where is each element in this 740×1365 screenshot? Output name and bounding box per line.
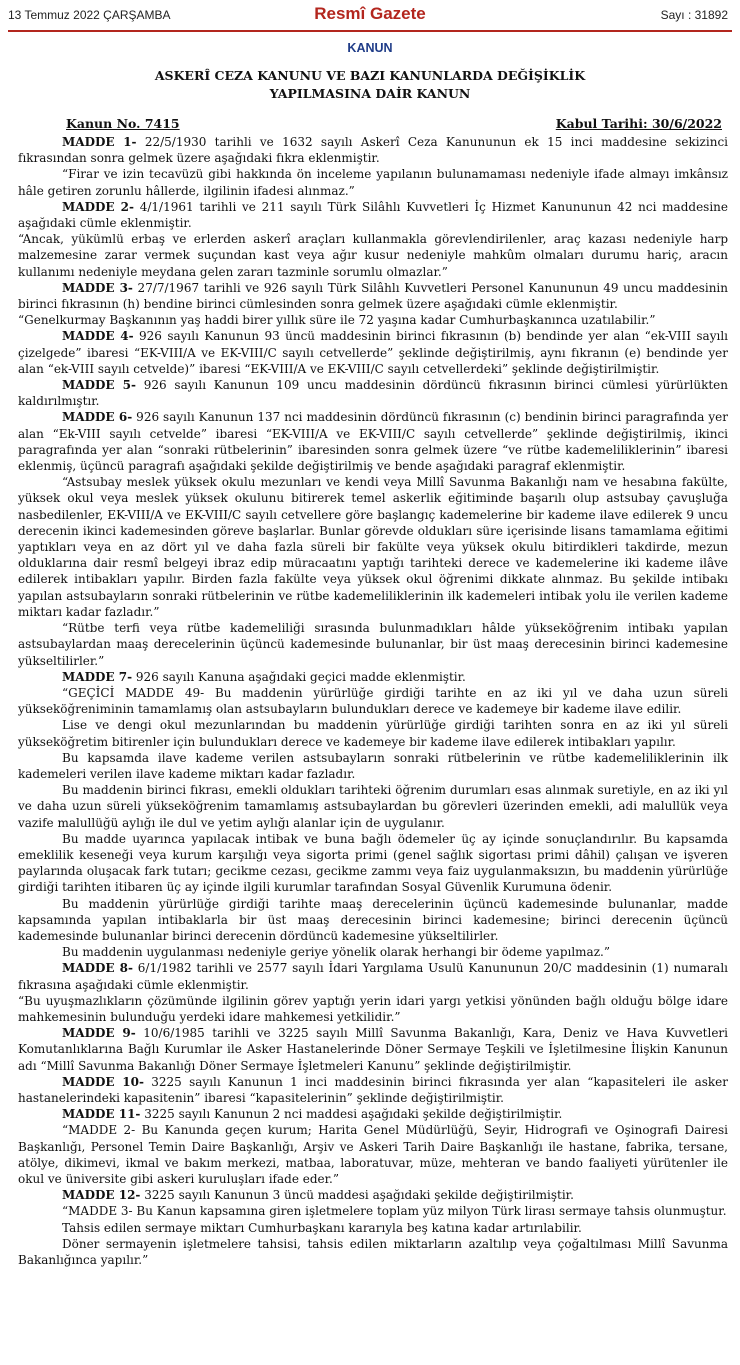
paragraph-text: 926 sayılı Kanunun 109 uncu maddesinin dördüncü fıkrasının birinci cümlesi yürürlükten kaldırılmıştır. [18,378,729,409]
article-paragraph [18,199,728,231]
article-label: MADDE 8- [62,961,134,976]
article-paragraph [18,280,728,312]
law-paragraph [18,474,728,620]
law-paragraph [18,782,728,831]
article-paragraph [18,377,728,409]
article-label: MADDE 3- [62,280,133,295]
paragraph-text: 4/1/1961 tarihli ve 211 sayılı Türk Silâhlı Kuvvetleri İç Hizmet Kanununun 42 nci maddesine aşağıdaki cümle eklenmiştir. [18,199,728,231]
paragraph-text: “Firar ve izin tecavüzü gibi hakkında ön inceleme yapılanın bulunamaması nedeniyle ifade almayı imkânsız hâle getiren zorunlu hâllerde, ilgilinin ifadesi alınmaz.” [18,167,728,198]
paragraph-text: 27/7/1967 tarihli ve 926 sayılı Türk Silâhlı Kuvvetleri Personel Kanununun 49 uncu maddesinin birinci fıkrasının (h) bendine birinci cümlesinden sonra gelmek üzere aşağıdaki cümle eklenmiştir. [18,280,728,312]
paragraph-text: “MADDE 2- Bu Kanunda geçen kurum; Harita Genel Müdürlüğü, Seyir, Hidrografi ve Oşinografi Dairesi Başkanlığı, Personel Temin Daire Başkanlığı, Arşiv ve Askeri Tarih Daire Başkanlığı ile hastane, fabrika, tersane, atölye, dikimevi, ikmal ve bakım merkezi, matbaa, laboratuvar, müze, mehteran ve bando faaliyeti yürütenler ile okul ve üniversite gibi askeri kuruluşları ifade eder.” [18,1123,728,1186]
law-paragraph [18,993,728,1025]
paragraph-text: Döner sermayenin işletmelere tahsisi, tahsis edilen miktarların azaltılıp veya çoğaltılması Millî Savunma Bakanlığınca yapılır.” [18,1236,728,1268]
gazette-header [8,0,732,32]
law-paragraph [18,1122,728,1187]
article-label: MADDE 4- [62,329,134,344]
article-paragraph [18,409,728,474]
law-paragraph [18,231,728,280]
paragraph-text: Bu maddenin birinci fıkrası, emekli oldukları tarihteki öğrenim durumları esas alınmak suretiyle, en az iki yıl ve daha uzun süreli yükseköğrenim tamamlamış astsubaylardan bu görevleri üzerinden emekli, adi malullük veya vazife malullüğü aylığı ile dul ve yetim aylığı alanlar için de uygulanır. [18,783,728,830]
issue-date: 13 Temmuz 2022 ÇARŞAMBA [8,8,171,22]
article-label: MADDE 11- [62,1107,141,1122]
article-label: MADDE 2- [62,199,134,214]
law-paragraph [18,1220,728,1236]
paragraph-text: “MADDE 3- Bu Kanun kapsamına giren işletmelere toplam yüz milyon Türk lirası sermaye tahsis olunmuştur. [62,1204,727,1219]
article-paragraph [18,1025,728,1074]
law-title-line-1: ASKERÎ CEZA KANUNU VE BAZI KANUNLARDA DEĞİŞİKLİK [154,68,586,83]
article-paragraph [18,669,728,685]
law-number: Kanun No. 7415 [66,116,180,131]
law-paragraph [18,944,728,960]
paragraph-text: 6/1/1982 tarihli ve 2577 sayılı İdari Yargılama Usulü Kanununun 20/C maddesinin (1) numaralı fıkrasına aşağıdaki cümle eklenmiştir. [18,961,728,992]
article-label: MADDE 7- [62,669,133,684]
paragraph-text: 3225 sayılı Kanunun 1 inci maddesinin birinci fıkrasında yer alan “kapasiteleri ile asker hastanelerindeki kapasitenin” ibaresi “kapasitelerinin” şeklinde değiştirilmiştir. [18,1074,728,1105]
paragraph-text: 926 sayılı Kanunun 137 nci maddesinin dördüncü fıkrasının (c) bendinin birinci paragrafında yer alan “Ek-VIII sayılı cetvelde” ibaresi “EK-VIII/A ve EK-VIII/C sayılı cetvellerde” şeklinde değiştirilmiş, ikinci paragrafında yer alan “sonraki rütbelerinin” ibaresinden sonra gelmek üzere “ve rütbe kademeliliklerinin” ibaresi eklenmiş, üçüncü paragrafı aşağıdaki şekilde değiştirilmiş ve bende aşağıdaki paragraf eklenmiştir. [18,410,729,474]
law-paragraph [18,312,728,328]
article-label: MADDE 6- [62,410,133,425]
paragraph-text: 3225 sayılı Kanunun 3 üncü maddesi aşağıdaki şekilde değiştirilmiştir. [140,1188,574,1203]
article-paragraph [18,134,728,166]
article-label: MADDE 10- [62,1074,144,1089]
article-paragraph [18,960,728,992]
paragraph-text: “GEÇİCİ MADDE 49- Bu maddenin yürürlüğe girdiği tarihte en az iki yıl ve daha uzun süreli yükseköğreniminin tamamlamış olan astsubayların bulundukları derece ve kademeye bir kademe ilave edilir. [18,685,728,717]
paragraph-text: 926 sayılı Kanuna aşağıdaki geçici madde eklenmiştir. [132,669,466,684]
law-title-line-2: YAPILMASINA DAİR KANUN [269,86,471,101]
article-label: MADDE 5- [62,378,137,393]
law-paragraph [18,620,728,669]
issue-number: Sayı : 31892 [660,8,728,22]
article-paragraph [18,328,728,377]
law-title [0,67,740,103]
law-paragraph [18,717,728,749]
paragraph-text: Tahsis edilen sermaye miktarı Cumhurbaşkanı kararıyla beş katına kadar artırılabilir. [62,1220,582,1235]
law-paragraph [18,896,728,945]
paragraph-text: 3225 sayılı Kanunun 2 nci maddesi aşağıdaki şekilde değiştirilmiştir. [140,1107,563,1122]
law-paragraph [18,750,728,782]
article-label: MADDE 9- [62,1026,136,1041]
law-paragraph [18,831,728,896]
acceptance-date: Kabul Tarihi: 30/6/2022 [555,116,722,131]
law-paragraph [18,1236,728,1268]
paragraph-text: “Bu uyuşmazlıkların çözümünde ilgilinin görev yaptığı yerin idari yargı yetkisi yönünden bağlı olduğu bölge idare mahkemesinin bulunduğu yerdeki idare mahkemesi yetkilidir.” [18,993,728,1024]
paragraph-text: “Astsubay meslek yüksek okulu mezunları ve kendi veya Millî Savunma Bakanlığı nam ve hesabına fakülte, yüksek okul veya meslek yüksek okulunu bitirerek temel askerlik eğitiminde başarılı olup astsubay çavuşluğa nasbedilenler, EK-VIII/A ve EK-VIII/C sayılı cetvellere göre başlangıç kademelerine bir kademe ilave edilerek 9 uncu derecenin ikinci kademesinden göreve başlarlar. Bunlar görevde oldukları süre içerisinde lisans tamamlama eğitimi yaptıkları veya en az dört yıl ve daha fazla süreli bir fakülte veya yüksek okulu bitirdikleri takdirde, mezun olduklarına dair resmî belgeyi ibraz edip müracaatını yaptığı tarihteki derece ve kademelerine iki kademe ilâve edilerek intibakları yapılır. Birden fazla fakülte veya yüksek okul öğrenimi dikkate alınmaz. Bu şekilde intibakı yapılan astsubayların sonraki rütbelerinin ve rütbe kademeliliklerinin ilk kademeleri intibak yolu ile verilen kademe miktarı kadar fazladır.” [18,475,728,619]
paragraph-text: Bu maddenin yürürlüğe girdiği tarihte maaş derecelerinin üçüncü kademesinde bulunanlar, madde kapsamında yapılan intibaklarla bir üst maaş derecesinin birinci kademesine; birinci derecenin üçüncü kademesinde bulunanlar birinci derecenin dördüncü kademesine yükseltilirler. [18,896,728,943]
paragraph-text: “Ancak, yükümlü erbaş ve erlerden askerî araçları kullanmakla görevlendirilenler, araç kazası nedeniyle harp malzemesine zarar vermek suçundan kast veya ağır kusur nedeniyle mahkûm olmaları durumu hariç, aracın kullanımı nedeniyle meydana gelen zararı tazminle sorumlu olmazlar.” [18,232,728,279]
paragraph-text: “Genelkurmay Başkanının yaş haddi birer yıllık süre ile 72 yaşına kadar Cumhurbaşkanınca uzatılabilir.” [18,313,656,328]
gazette-title: Resmî Gazete [314,4,426,23]
paragraph-text: Bu kapsamda ilave kademe verilen astsubayların sonraki rütbelerinin ve rütbe kademeliliklerinin ilk kademeleri verilen ilave kademe miktarı kadar fazladır. [18,750,728,781]
law-paragraph [18,166,728,198]
document-kind: KANUN [347,41,393,55]
paragraph-text: “Rütbe terfi veya rütbe kademeliliği sırasında bulunmadıkları hâlde yükseköğrenim intibakı yapılan astsubaylardan maaş derecelerinin üçüncü kademesinde bulunanlar, bir üst maaş derecesinin birinci kademesine yükseltilirler.” [18,621,728,668]
paragraph-text: Bu maddenin uygulanması nedeniyle geriye yönelik olarak herhangi bir ödeme yapılmaz.” [62,945,610,960]
law-meta [66,116,722,131]
paragraph-text: Lise ve dengi okul mezunlarından bu maddenin yürürlüğe girdiği tarihten sonra en az iki yıl süreli yükseköğretim bitirenler için bulundukları derece ve kademeye bir kademe ilave edilerek intibakları yapılır. [18,718,728,749]
law-paragraph [18,1203,728,1219]
article-paragraph [18,1106,728,1122]
article-paragraph [18,1187,728,1203]
paragraph-text: Bu madde uyarınca yapılacak intibak ve buna bağlı ödemeler üç ay içinde sonuçlandırılır. Bu kapsamda emeklilik keseneği veya kurum karşılığı veya sigorta primi (genel sağlık sigortası primi dâhil) çalışan ve işveren paylarında oluşacak fark tutarı; gecikme cezası, gecikme zammı veya faiz uygulanmaksızın, bu maddenin yürürlüğe girdiği tarihten itibaren üç ay içinde ilgili kurumlar tarafından Sosyal Güvenlik Kurumuna ödenir. [18,831,728,895]
article-label: MADDE 1- [62,135,137,149]
law-paragraph [18,685,728,717]
paragraph-text: 10/6/1985 tarihli ve 3225 sayılı Millî Savunma Bakanlığı, Kara, Deniz ve Hava Kuvvetleri Komutanlıklarına Bağlı Kurumlar ile Asker Hastanelerinde Döner Sermaye Teşkili ve İşletilmesine İlişkin Kanunun adı “Millî Savunma Bakanlığı Döner Sermaye İşletmeleri Kanunu” şeklinde değiştirilmiştir. [18,1026,728,1073]
article-paragraph [18,1074,728,1106]
article-label: MADDE 12- [62,1188,141,1203]
paragraph-text: 22/5/1930 tarihli ve 1632 sayılı Askerî Ceza Kanununun ek 15 inci maddesine sekizinci fıkrasından sonra gelmek üzere aşağıdaki fıkra eklenmiştir. [18,135,728,166]
paragraph-text: 926 sayılı Kanunun 93 üncü maddesinin birinci fıkrasının (b) bendinde yer alan “ek-VIII sayılı çizelgede” ibaresi “EK-VIII/A ve EK-VIII/C sayılı cetvellerde” şeklinde değiştirilmiş, aynı fıkranın (e) bendinde yer alan “ek-VIII sayılı cetvelde)” ibaresi “EK-VIII/A ve EK-VIII/C sayılı cetvellerdeki” şeklinde değiştirilmiştir. [18,329,728,376]
law-body [18,134,728,1268]
